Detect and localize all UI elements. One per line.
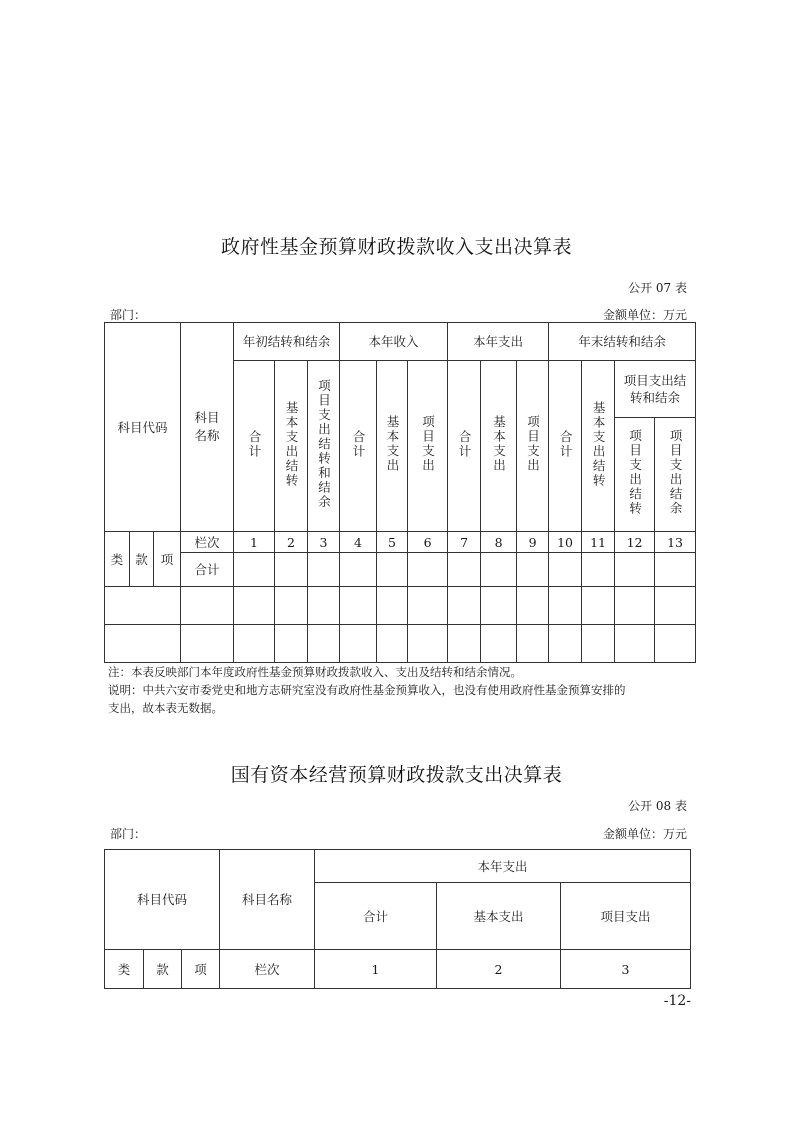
cell [448,625,481,663]
cell [340,625,377,663]
cell [481,625,517,663]
table07-code: 公开 07 表 [628,281,687,295]
cell [549,625,582,663]
header-end-project-group: 项目支出结转和结余 [615,361,696,418]
header-column-no: 栏次 [181,532,234,553]
column-number: 5 [377,532,408,553]
table07-dept-label: 部门： [110,308,147,322]
header-subject-code: 科目代码 [105,323,181,532]
cell [655,587,696,625]
cell [105,587,181,625]
header-end-project-carry: 项目支出结转 [615,418,655,532]
cell [517,587,549,625]
cell [582,553,615,587]
page-number: -12- [663,993,691,1009]
table08-code: 公开 08 表 [628,799,687,813]
column-number: 1 [234,532,275,553]
cell [181,625,234,663]
header-lei: 类 [105,532,130,587]
header-group-expense: 本年支出 [315,850,691,883]
header-income-project: 项目支出 [408,361,448,532]
cell [448,587,481,625]
cell [615,587,655,625]
table-row-total [105,553,696,587]
cell [377,625,408,663]
table08 [104,849,691,989]
cell [481,587,517,625]
column-number: 2 [437,950,561,989]
cell [377,553,408,587]
table07-note: 注：本表反映部门本年度政府性基金预算财政拨款收入、支出及结转和结余情况。 [108,665,522,679]
header-xiang: 项 [154,532,181,587]
header-income-total: 合计 [340,361,377,532]
column-number: 12 [615,532,655,553]
column-number: 6 [408,532,448,553]
header-column-no: 栏次 [220,950,315,989]
cell [234,625,275,663]
cell [655,553,696,587]
table-row [105,625,696,663]
column-number: 8 [481,532,517,553]
table08-unit-label: 金额单位：万元 [602,827,687,841]
header-expense-total: 合计 [448,361,481,532]
table07 [104,322,696,663]
table07-explain-line2: 支出，故本表无数据。 [108,701,223,715]
header-total: 合计 [315,883,437,950]
cell [275,625,308,663]
cell [234,553,275,587]
cell [549,587,582,625]
cell [549,553,582,587]
cell [308,587,340,625]
table07-explain-line1: 说明：中共六安市委党史和地方志研究室没有政府性基金预算收入，也没有使用政府性基金预算安排的 [108,683,626,697]
column-number: 7 [448,532,481,553]
cell [340,587,377,625]
header-expense-project: 项目支出 [517,361,549,532]
column-number: 1 [315,950,437,989]
table08-dept-label: 部门： [110,827,147,841]
table07-title: 政府性基金预算财政拨款收入支出决算表 [220,236,572,258]
cell [105,625,181,663]
header-subject-name: 科目名称 [220,850,315,950]
column-number: 3 [308,532,340,553]
cell [655,625,696,663]
cell [377,587,408,625]
column-number: 10 [549,532,582,553]
table08-title: 国有资本经营预算财政拨款支出决算表 [230,764,563,786]
cell [308,553,340,587]
column-number: 3 [561,950,691,989]
header-kuan: 款 [144,950,182,989]
row-label-total: 合计 [181,553,234,587]
cell [517,625,549,663]
header-end-total: 合计 [549,361,582,532]
cell [615,625,655,663]
cell [448,553,481,587]
cell [408,553,448,587]
header-group-end: 年末结转和结余 [549,323,696,361]
header-group-expense: 本年支出 [448,323,549,361]
header-project-expense: 项目支出 [561,883,691,950]
column-number: 11 [582,532,615,553]
header-group-income: 本年收入 [340,323,448,361]
cell [481,553,517,587]
header-begin-total: 合计 [234,361,275,532]
cell [408,625,448,663]
column-number: 13 [655,532,696,553]
cell [181,587,234,625]
header-expense-basic: 基本支出 [481,361,517,532]
header-basic-expense: 基本支出 [437,883,561,950]
header-kuan: 款 [130,532,154,587]
header-end-project-balance: 项目支出结余 [655,418,696,532]
header-income-basic: 基本支出 [377,361,408,532]
cell [340,553,377,587]
table-row [105,587,696,625]
cell [308,625,340,663]
header-subject-code: 科目代码 [105,850,220,950]
header-group-begin: 年初结转和结余 [234,323,340,361]
cell [408,587,448,625]
cell [275,587,308,625]
header-subject-name: 科目名称 [181,323,234,532]
header-begin-project-carry-balance: 项目支出结转和结余 [308,361,340,532]
header-xiang: 项 [182,950,220,989]
column-number: 4 [340,532,377,553]
cell [582,625,615,663]
cell [582,587,615,625]
header-begin-basic-carry: 基本支出结转 [275,361,308,532]
header-end-basic-carry: 基本支出结转 [582,361,615,532]
cell [275,553,308,587]
column-number: 9 [517,532,549,553]
column-number: 2 [275,532,308,553]
cell [517,553,549,587]
header-lei: 类 [105,950,144,989]
table07-unit-label: 金额单位：万元 [602,308,687,322]
cell [615,553,655,587]
cell [234,587,275,625]
